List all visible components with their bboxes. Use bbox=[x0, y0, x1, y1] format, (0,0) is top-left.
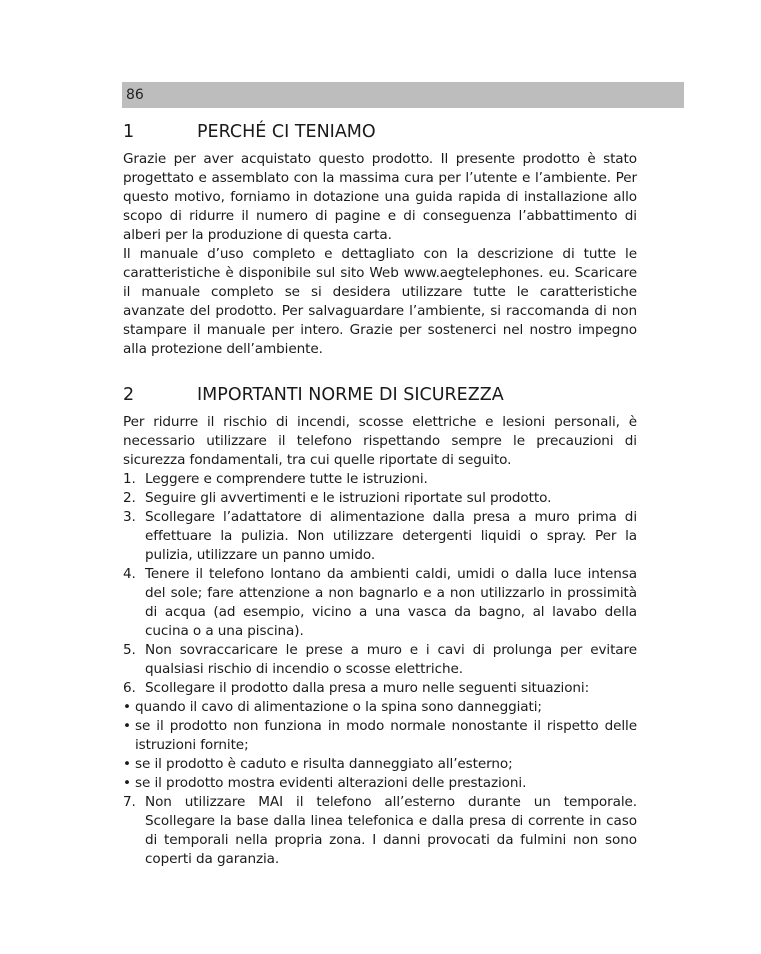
list-item bbox=[123, 508, 637, 565]
section-norme-sicurezza bbox=[123, 383, 637, 869]
paragraph: Grazie per aver acquistato questo prodotto. Il presente prodotto è stato progettato e assemblato con la massima cura per l’utente e l’ambiente. Per questo motivo, forniamo in dotazione una guida rapida di installazione allo scopo di ridurre il numero di pagine e di conseguenza l’abbattimento di alberi per la produzione di questa carta. bbox=[123, 151, 637, 243]
item-text: Leggere e comprendere tutte le istruzioni. bbox=[145, 471, 428, 487]
item-text: Seguire gli avvertimenti e le istruzioni riportate sul prodotto. bbox=[145, 490, 552, 506]
bullet-item bbox=[123, 755, 637, 774]
item-number: 5. bbox=[123, 642, 136, 658]
item-number: 6. bbox=[123, 680, 136, 696]
paragraph-intro: Per ridurre il rischio di incendi, scosse elettriche e lesioni personali, è necessario utilizzare il telefono rispettando sempre le precauzioni di sicurezza fondamentali, tra cui quelle riportate di seguito. bbox=[123, 414, 637, 468]
list-item bbox=[123, 470, 637, 489]
list-item bbox=[123, 489, 637, 508]
numbered-list-continued bbox=[123, 793, 637, 869]
bullet-icon: • bbox=[123, 775, 131, 791]
item-text: Scollegare il prodotto dalla presa a muro nelle seguenti situazioni: bbox=[145, 680, 590, 696]
list-item bbox=[123, 793, 637, 869]
page-number: 86 bbox=[126, 87, 144, 103]
list-item bbox=[123, 679, 637, 698]
bullet-text: se il prodotto non funziona in modo normale nonostante il rispetto delle istruzioni fornite; bbox=[135, 718, 637, 753]
page-content bbox=[123, 120, 637, 869]
section-title: IMPORTANTI NORME DI SICUREZZA bbox=[197, 385, 504, 405]
bullet-item bbox=[123, 774, 637, 793]
bullet-text: se il prodotto è caduto e risulta danneggiato all’esterno; bbox=[135, 756, 513, 772]
bullet-item bbox=[123, 698, 637, 717]
bullet-text: se il prodotto mostra evidenti alterazioni delle prestazioni. bbox=[135, 775, 527, 791]
bullet-icon: • bbox=[123, 756, 131, 772]
bullet-icon: • bbox=[123, 699, 131, 715]
section-perche-ci-teniamo bbox=[123, 120, 637, 359]
bullet-icon: • bbox=[123, 718, 131, 734]
bullet-item bbox=[123, 717, 637, 755]
numbered-list bbox=[123, 470, 637, 698]
list-item bbox=[123, 565, 637, 641]
section-heading bbox=[123, 383, 637, 407]
section-heading bbox=[123, 120, 637, 144]
item-text: Scollegare l’adattatore di alimentazione dalla presa a muro prima di effettuare la pulizia. Non utilizzare detergenti liquidi o spray. Per la pulizia, utilizzare un panno umido. bbox=[145, 509, 637, 563]
item-number: 2. bbox=[123, 490, 136, 506]
section-number: 2 bbox=[123, 385, 135, 405]
paragraph: Il manuale d’uso completo e dettagliato con la descrizione di tutte le caratteristiche è disponibile sul sito Web www.aegtelephones. eu. Scaricare il manuale completo se si desidera utilizzare tutte le caratteristiche avanzate del prodotto. Per salvaguardare l’ambiente, si raccomanda di non stampare il manuale per intero. Grazie per sostenerci nel nostro impegno alla protezione dell’ambiente. bbox=[123, 246, 637, 357]
item-text: Non sovraccaricare le prese a muro e i cavi di prolunga per evitare qualsiasi rischio di incendio o scosse elettriche. bbox=[145, 642, 637, 677]
item-number: 1. bbox=[123, 471, 136, 487]
item-number: 7. bbox=[123, 794, 136, 810]
item-number: 4. bbox=[123, 566, 136, 582]
item-text: Tenere il telefono lontano da ambienti caldi, umidi o dalla luce intensa del sole; fare attenzione a non bagnarlo e a non utilizzarlo in prossimità di acqua (ad esempio, vicino a una vasca da bagno, al lavabo della cucina o a una piscina). bbox=[145, 566, 637, 639]
bullet-list bbox=[123, 698, 637, 793]
item-text: Non utilizzare MAI il telefono all’esterno durante un temporale. Scollegare la base dalla linea telefonica e dalla presa di corrente in caso di temporali nella propria zona. I danni provocati da fulmini non sono coperti da garanzia. bbox=[145, 794, 637, 867]
section-number: 1 bbox=[123, 122, 135, 142]
page-header-bar bbox=[122, 82, 684, 108]
list-item bbox=[123, 641, 637, 679]
section-title: PERCHÉ CI TENIAMO bbox=[197, 122, 376, 142]
item-number: 3. bbox=[123, 509, 136, 525]
bullet-text: quando il cavo di alimentazione o la spina sono danneggiati; bbox=[135, 699, 542, 715]
